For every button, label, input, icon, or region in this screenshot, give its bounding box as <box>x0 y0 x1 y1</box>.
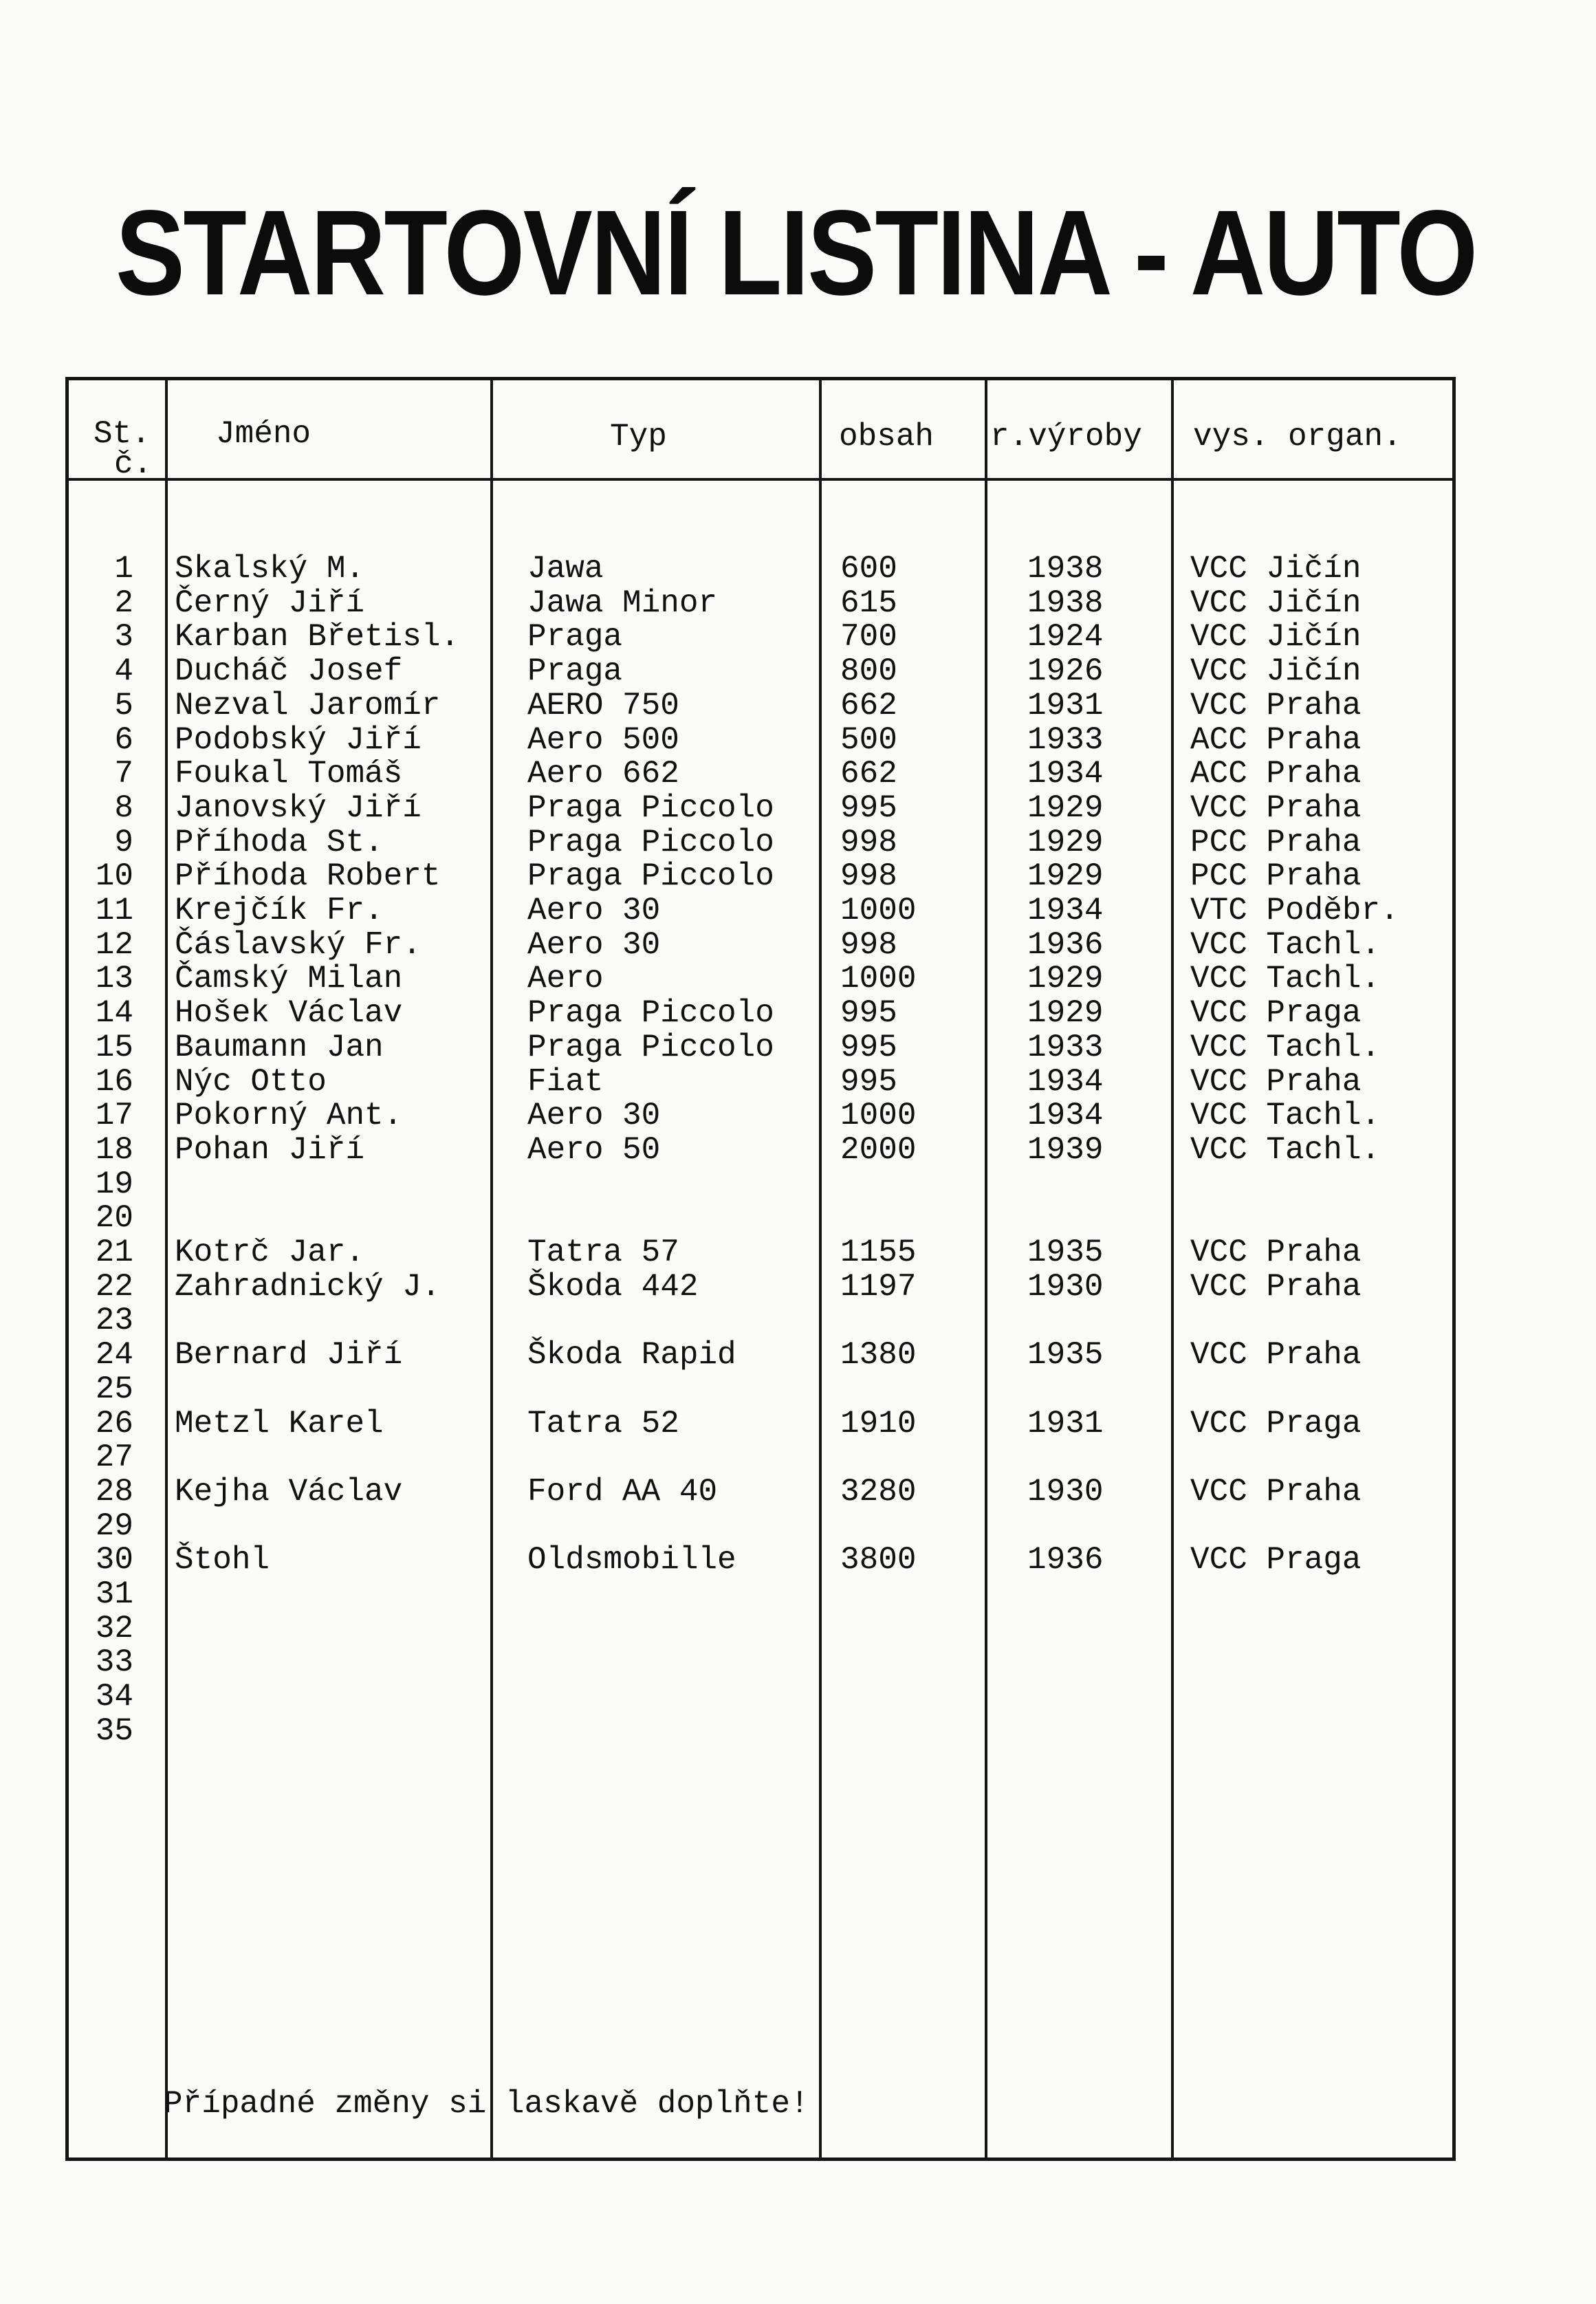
engine-capacity: 995 <box>840 1030 897 1065</box>
engine-capacity: 1380 <box>840 1337 917 1373</box>
engine-capacity: 662 <box>840 688 897 724</box>
engine-capacity: 700 <box>840 619 897 655</box>
production-year: 1926 <box>1027 653 1104 689</box>
start-number: 35 <box>95 1713 133 1749</box>
driver-name: Baumann Jan <box>175 1030 384 1065</box>
start-number: 9 <box>114 825 133 860</box>
start-number: 8 <box>114 790 133 826</box>
engine-capacity: 995 <box>840 790 897 826</box>
start-number: 31 <box>95 1576 133 1612</box>
driver-name: Hošek Václav <box>175 995 403 1031</box>
start-number: 26 <box>95 1406 133 1442</box>
car-type: AERO 750 <box>527 688 679 724</box>
club: VCC Praga <box>1190 995 1362 1031</box>
driver-name: Kotrč Jar. <box>175 1235 365 1270</box>
driver-name: Zahradnický J. <box>175 1269 441 1305</box>
club: VCC Praha <box>1190 1235 1362 1270</box>
club: VCC Tachl. <box>1190 961 1381 997</box>
engine-capacity: 998 <box>840 927 897 963</box>
page-title: STARTOVNÍ LISTINA - AUTO <box>116 186 1476 320</box>
club: PCC Praha <box>1190 825 1362 860</box>
car-type: Aero 662 <box>527 756 679 792</box>
club: VCC Praha <box>1190 790 1362 826</box>
engine-capacity: 800 <box>840 653 897 689</box>
driver-name: Karban Břetisl. <box>175 619 460 655</box>
start-number: 12 <box>95 927 133 963</box>
production-year: 1934 <box>1027 1098 1104 1133</box>
driver-name: Metzl Karel <box>175 1406 384 1442</box>
production-year: 1933 <box>1027 1030 1104 1065</box>
car-type: Škoda Rapid <box>527 1337 736 1373</box>
driver-name: Pokorný Ant. <box>175 1098 403 1133</box>
production-year: 1934 <box>1027 1064 1104 1100</box>
car-type: Oldsmobille <box>527 1542 736 1578</box>
start-number: 14 <box>95 995 133 1031</box>
driver-name: Nezval Jaromír <box>175 688 441 724</box>
car-type: Aero 500 <box>527 722 679 758</box>
club: VCC Tachl. <box>1190 1098 1381 1133</box>
production-year: 1929 <box>1027 858 1104 894</box>
production-year: 1934 <box>1027 893 1104 928</box>
engine-capacity: 600 <box>840 551 897 587</box>
club: VCC Jičín <box>1190 619 1362 655</box>
driver-name: Nýc Otto <box>175 1064 327 1100</box>
start-number: 32 <box>95 1611 133 1647</box>
start-number: 4 <box>114 653 133 689</box>
production-year: 1938 <box>1027 551 1104 587</box>
column-divider <box>819 377 822 2161</box>
club: VCC Praha <box>1190 1064 1362 1100</box>
start-number: 16 <box>95 1064 133 1100</box>
driver-name: Krejčík Fr. <box>175 893 384 928</box>
start-number: 3 <box>114 619 133 655</box>
engine-capacity: 995 <box>840 995 897 1031</box>
production-year: 1931 <box>1027 688 1104 724</box>
start-number: 25 <box>95 1371 133 1407</box>
driver-name: Podobský Jiří <box>175 722 422 758</box>
production-year: 1929 <box>1027 961 1104 997</box>
production-year: 1924 <box>1027 619 1104 655</box>
footer-note: Případné změny si laskavě doplňte! <box>164 2086 809 2122</box>
driver-name: Příhoda St. <box>175 825 384 860</box>
club: VCC Praga <box>1190 1542 1362 1578</box>
car-type: Aero 30 <box>527 927 661 963</box>
start-number: 27 <box>95 1439 133 1475</box>
engine-capacity: 1910 <box>840 1406 917 1442</box>
production-year: 1929 <box>1027 995 1104 1031</box>
production-year: 1930 <box>1027 1474 1104 1510</box>
start-number: 10 <box>95 858 133 894</box>
start-number: 5 <box>114 688 133 724</box>
start-number: 15 <box>95 1030 133 1065</box>
header-st: St. <box>94 416 151 452</box>
car-type: Tatra 52 <box>527 1406 679 1442</box>
club: PCC Praha <box>1190 858 1362 894</box>
start-number: 19 <box>95 1166 133 1202</box>
header-club: vys. organ. <box>1193 419 1402 455</box>
start-number: 20 <box>95 1200 133 1236</box>
start-number: 24 <box>95 1337 133 1373</box>
production-year: 1935 <box>1027 1337 1104 1373</box>
start-number: 29 <box>95 1508 133 1544</box>
engine-capacity: 3800 <box>840 1542 917 1578</box>
engine-capacity: 998 <box>840 858 897 894</box>
header-capacity: obsah <box>839 419 934 455</box>
car-type: Praga Piccolo <box>527 825 774 860</box>
driver-name: Skalský M. <box>175 551 365 587</box>
driver-name: Janovský Jiří <box>175 790 422 826</box>
engine-capacity: 1197 <box>840 1269 917 1305</box>
club: VCC Tachl. <box>1190 1132 1381 1168</box>
start-number: 21 <box>95 1235 133 1270</box>
start-number: 13 <box>95 961 133 997</box>
start-number: 30 <box>95 1542 133 1578</box>
start-number: 2 <box>114 585 133 621</box>
engine-capacity: 1155 <box>840 1235 917 1270</box>
start-number: 18 <box>95 1132 133 1168</box>
production-year: 1929 <box>1027 790 1104 826</box>
driver-name: Kejha Václav <box>175 1474 403 1510</box>
driver-name: Bernard Jiří <box>175 1337 403 1373</box>
engine-capacity: 998 <box>840 825 897 860</box>
driver-name: Čáslavský Fr. <box>175 927 422 963</box>
header-c: č. <box>114 446 153 482</box>
car-type: Tatra 57 <box>527 1235 679 1270</box>
start-number: 1 <box>114 551 133 587</box>
car-type: Škoda 442 <box>527 1269 699 1305</box>
start-number: 11 <box>95 893 133 928</box>
engine-capacity: 500 <box>840 722 897 758</box>
club: VCC Jičín <box>1190 653 1362 689</box>
start-number: 17 <box>95 1098 133 1133</box>
car-type: Praga <box>527 619 623 655</box>
club: VCC Jičín <box>1190 585 1362 621</box>
car-type: Ford AA 40 <box>527 1474 718 1510</box>
car-type: Fiat <box>527 1064 604 1100</box>
club: VCC Tachl. <box>1190 1030 1381 1065</box>
column-divider <box>985 377 987 2161</box>
start-number: 6 <box>114 722 133 758</box>
car-type: Praga Piccolo <box>527 1030 774 1065</box>
production-year: 1935 <box>1027 1235 1104 1270</box>
column-divider <box>490 377 493 2161</box>
header-name: Jméno <box>216 416 311 452</box>
driver-name: Ducháč Josef <box>175 653 403 689</box>
engine-capacity: 1000 <box>840 1098 917 1133</box>
driver-name: Černý Jiří <box>175 585 365 621</box>
driver-name: Čamský Milan <box>175 961 403 997</box>
car-type: Jawa <box>527 551 604 587</box>
car-type: Praga <box>527 653 623 689</box>
club: ACC Praha <box>1190 756 1362 792</box>
header-type: Typ <box>610 419 667 455</box>
header-divider <box>65 478 1456 481</box>
car-type: Jawa Minor <box>527 585 718 621</box>
car-type: Praga Piccolo <box>527 995 774 1031</box>
car-type: Aero <box>527 961 604 997</box>
club: VCC Praha <box>1190 1337 1362 1373</box>
column-divider <box>1171 377 1174 2161</box>
engine-capacity: 3280 <box>840 1474 917 1510</box>
header-year: r.výroby <box>990 419 1142 455</box>
club: VCC Tachl. <box>1190 927 1381 963</box>
engine-capacity: 2000 <box>840 1132 917 1168</box>
driver-name: Foukal Tomáš <box>175 756 403 792</box>
production-year: 1938 <box>1027 585 1104 621</box>
car-type: Aero 50 <box>527 1132 661 1168</box>
start-number: 22 <box>95 1269 133 1305</box>
production-year: 1930 <box>1027 1269 1104 1305</box>
start-number: 33 <box>95 1644 133 1680</box>
car-type: Praga Piccolo <box>527 858 774 894</box>
club: VCC Praha <box>1190 1269 1362 1305</box>
club: VCC Jičín <box>1190 551 1362 587</box>
start-number: 23 <box>95 1303 133 1338</box>
club: VCC Praha <box>1190 688 1362 724</box>
engine-capacity: 995 <box>840 1064 897 1100</box>
driver-name: Pohan Jiří <box>175 1132 365 1168</box>
production-year: 1934 <box>1027 756 1104 792</box>
start-number: 34 <box>95 1679 133 1715</box>
column-divider <box>165 377 168 2161</box>
production-year: 1933 <box>1027 722 1104 758</box>
engine-capacity: 615 <box>840 585 897 621</box>
car-type: Aero 30 <box>527 1098 661 1133</box>
engine-capacity: 1000 <box>840 893 917 928</box>
engine-capacity: 1000 <box>840 961 917 997</box>
driver-name: Štohl <box>175 1542 270 1578</box>
start-number: 7 <box>114 756 133 792</box>
production-year: 1931 <box>1027 1406 1104 1442</box>
club: VCC Praha <box>1190 1474 1362 1510</box>
engine-capacity: 662 <box>840 756 897 792</box>
car-type: Aero 30 <box>527 893 661 928</box>
club: VCC Praga <box>1190 1406 1362 1442</box>
production-year: 1936 <box>1027 927 1104 963</box>
car-type: Praga Piccolo <box>527 790 774 826</box>
club: ACC Praha <box>1190 722 1362 758</box>
production-year: 1939 <box>1027 1132 1104 1168</box>
production-year: 1936 <box>1027 1542 1104 1578</box>
start-number: 28 <box>95 1474 133 1510</box>
production-year: 1929 <box>1027 825 1104 860</box>
club: VTC Poděbr. <box>1190 893 1399 928</box>
driver-name: Příhoda Robert <box>175 858 441 894</box>
